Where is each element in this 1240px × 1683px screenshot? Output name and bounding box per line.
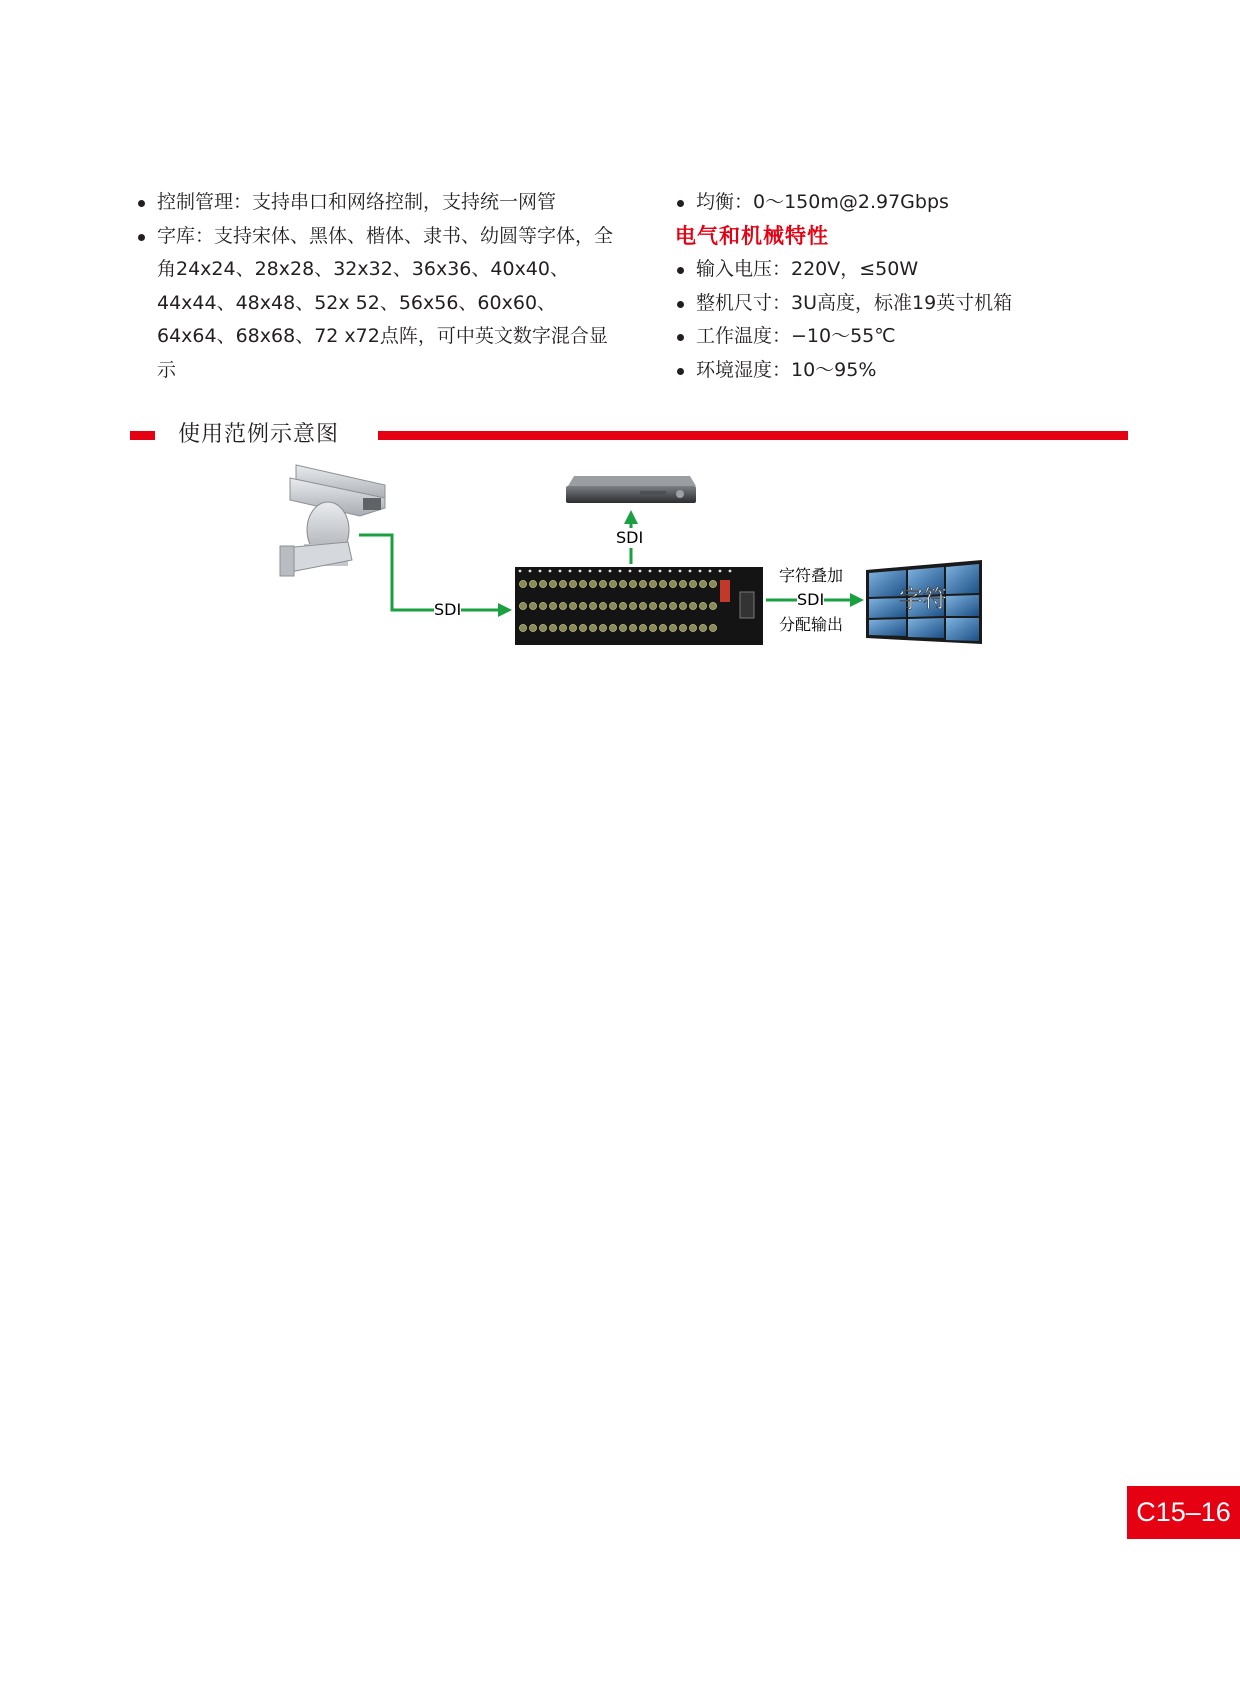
bnc-connector — [689, 602, 696, 609]
bnc-connector — [549, 580, 556, 587]
bnc-connector — [669, 580, 676, 587]
bnc-connector — [549, 624, 556, 631]
bnc-connector — [689, 624, 696, 631]
bnc-connector — [659, 602, 666, 609]
bnc-connector — [639, 602, 646, 609]
bnc-connector — [669, 602, 676, 609]
right-feature-list — [675, 186, 1115, 387]
bnc-connector — [589, 624, 596, 631]
bnc-connector — [639, 580, 646, 587]
rack-screw — [709, 570, 712, 573]
diagram-title-bar — [0, 418, 1240, 452]
rack-screw — [679, 570, 682, 573]
rack-screw — [669, 570, 672, 573]
rack-screw — [569, 570, 572, 573]
bnc-connector — [709, 580, 716, 587]
matrix-switcher-icon — [515, 567, 763, 645]
bnc-connector — [669, 624, 676, 631]
section-heading-electrical: 电气和机械特性 — [675, 223, 829, 248]
bnc-connector — [519, 602, 526, 609]
rack-screw — [589, 570, 592, 573]
rack-screw — [519, 570, 522, 573]
diagram-title: 使用范例示意图 — [178, 422, 340, 447]
rack-screw — [529, 570, 532, 573]
bnc-connector — [659, 580, 666, 587]
label-overlay: 字符叠加 — [779, 566, 844, 585]
bnc-connector — [709, 602, 716, 609]
bnc-connector — [609, 624, 616, 631]
feature-equalization: 均衡：0～150m@2.97Gbps — [675, 186, 1115, 220]
bnc-connector — [599, 624, 606, 631]
bnc-connector — [659, 624, 666, 631]
feature-font: 字库：支持宋体、黑体、楷体、隶书、幼圆等字体，全角24x24、28x28、32x32、36x36、40x40、44x44、48x48、52x 52、56x56、60x60、64x64、68x68、72 x72点阵，可中英文数字混合显示 — [136, 220, 626, 388]
rack-screw — [609, 570, 612, 573]
bnc-connector — [569, 602, 576, 609]
bnc-connector — [649, 624, 656, 631]
bnc-connector — [529, 624, 536, 631]
bnc-connector — [549, 602, 556, 609]
bnc-connector — [559, 602, 566, 609]
bnc-connector — [569, 624, 576, 631]
label-sdi-up: SDI — [616, 528, 644, 547]
video-wall-icon — [866, 560, 982, 644]
bnc-connector — [649, 580, 656, 587]
bnc-connector — [539, 602, 546, 609]
bnc-connector — [699, 580, 706, 587]
label-distribution: 分配输出 — [779, 615, 844, 634]
rack-screw — [729, 570, 732, 573]
bnc-connector — [629, 580, 636, 587]
bnc-connector — [599, 602, 606, 609]
bnc-connector — [709, 624, 716, 631]
spec-size: 整机尺寸：3U高度，标准19英寸机箱 — [675, 287, 1115, 321]
bnc-connector — [609, 602, 616, 609]
bnc-connector — [599, 580, 606, 587]
bnc-connector — [629, 602, 636, 609]
bnc-connector — [679, 602, 686, 609]
rack-screw — [659, 570, 662, 573]
bnc-connector — [679, 624, 686, 631]
diagram-graphics — [0, 460, 1240, 660]
rack-screw — [699, 570, 702, 573]
rack-screw — [619, 570, 622, 573]
title-marker — [130, 431, 155, 440]
bnc-connector — [609, 580, 616, 587]
rack-screw — [549, 570, 552, 573]
bnc-connector — [539, 624, 546, 631]
rack-screw — [559, 570, 562, 573]
bnc-connector — [589, 602, 596, 609]
label-sdi-out: SDI — [797, 590, 825, 609]
rack-screw — [579, 570, 582, 573]
label-sdi-in: SDI — [434, 600, 462, 619]
left-feature-list — [136, 186, 626, 387]
bnc-connector — [519, 624, 526, 631]
spec-temperature: 工作温度：−10～55℃ — [675, 320, 1115, 354]
camera-icon — [280, 465, 385, 576]
bnc-connector — [619, 580, 626, 587]
bnc-connector — [559, 624, 566, 631]
bnc-connector — [629, 624, 636, 631]
spec-humidity: 环境湿度：10～95% — [675, 354, 1115, 388]
bnc-connector — [589, 580, 596, 587]
bnc-connector — [679, 580, 686, 587]
bnc-connector — [649, 602, 656, 609]
bnc-connector — [619, 624, 626, 631]
rack-screw — [599, 570, 602, 573]
bnc-connector — [579, 602, 586, 609]
bnc-connector — [579, 580, 586, 587]
screen-overlay-text: 字符 — [899, 585, 947, 613]
bnc-connector — [699, 602, 706, 609]
feature-control: 控制管理：支持串口和网络控制，支持统一网管 — [136, 186, 626, 220]
bnc-connector — [539, 580, 546, 587]
page-number-badge: C15–16 — [1127, 1486, 1240, 1539]
usage-diagram — [0, 460, 1240, 660]
bnc-connector — [619, 602, 626, 609]
bnc-connector — [519, 580, 526, 587]
bnc-connector — [689, 580, 696, 587]
rack-screw — [719, 570, 722, 573]
bnc-connector — [639, 624, 646, 631]
bnc-connector — [699, 624, 706, 631]
rack-screw — [639, 570, 642, 573]
rack-screw — [689, 570, 692, 573]
title-rule — [378, 431, 1128, 440]
spec-voltage: 输入电压：220V，≤50W — [675, 253, 1115, 287]
bnc-connector — [559, 580, 566, 587]
rack-screw — [649, 570, 652, 573]
bnc-connector — [579, 624, 586, 631]
bnc-connector — [529, 602, 536, 609]
bnc-connector — [529, 580, 536, 587]
dvr-recorder-icon — [566, 476, 696, 503]
rack-screw — [629, 570, 632, 573]
bnc-connector — [569, 580, 576, 587]
rack-screw — [539, 570, 542, 573]
